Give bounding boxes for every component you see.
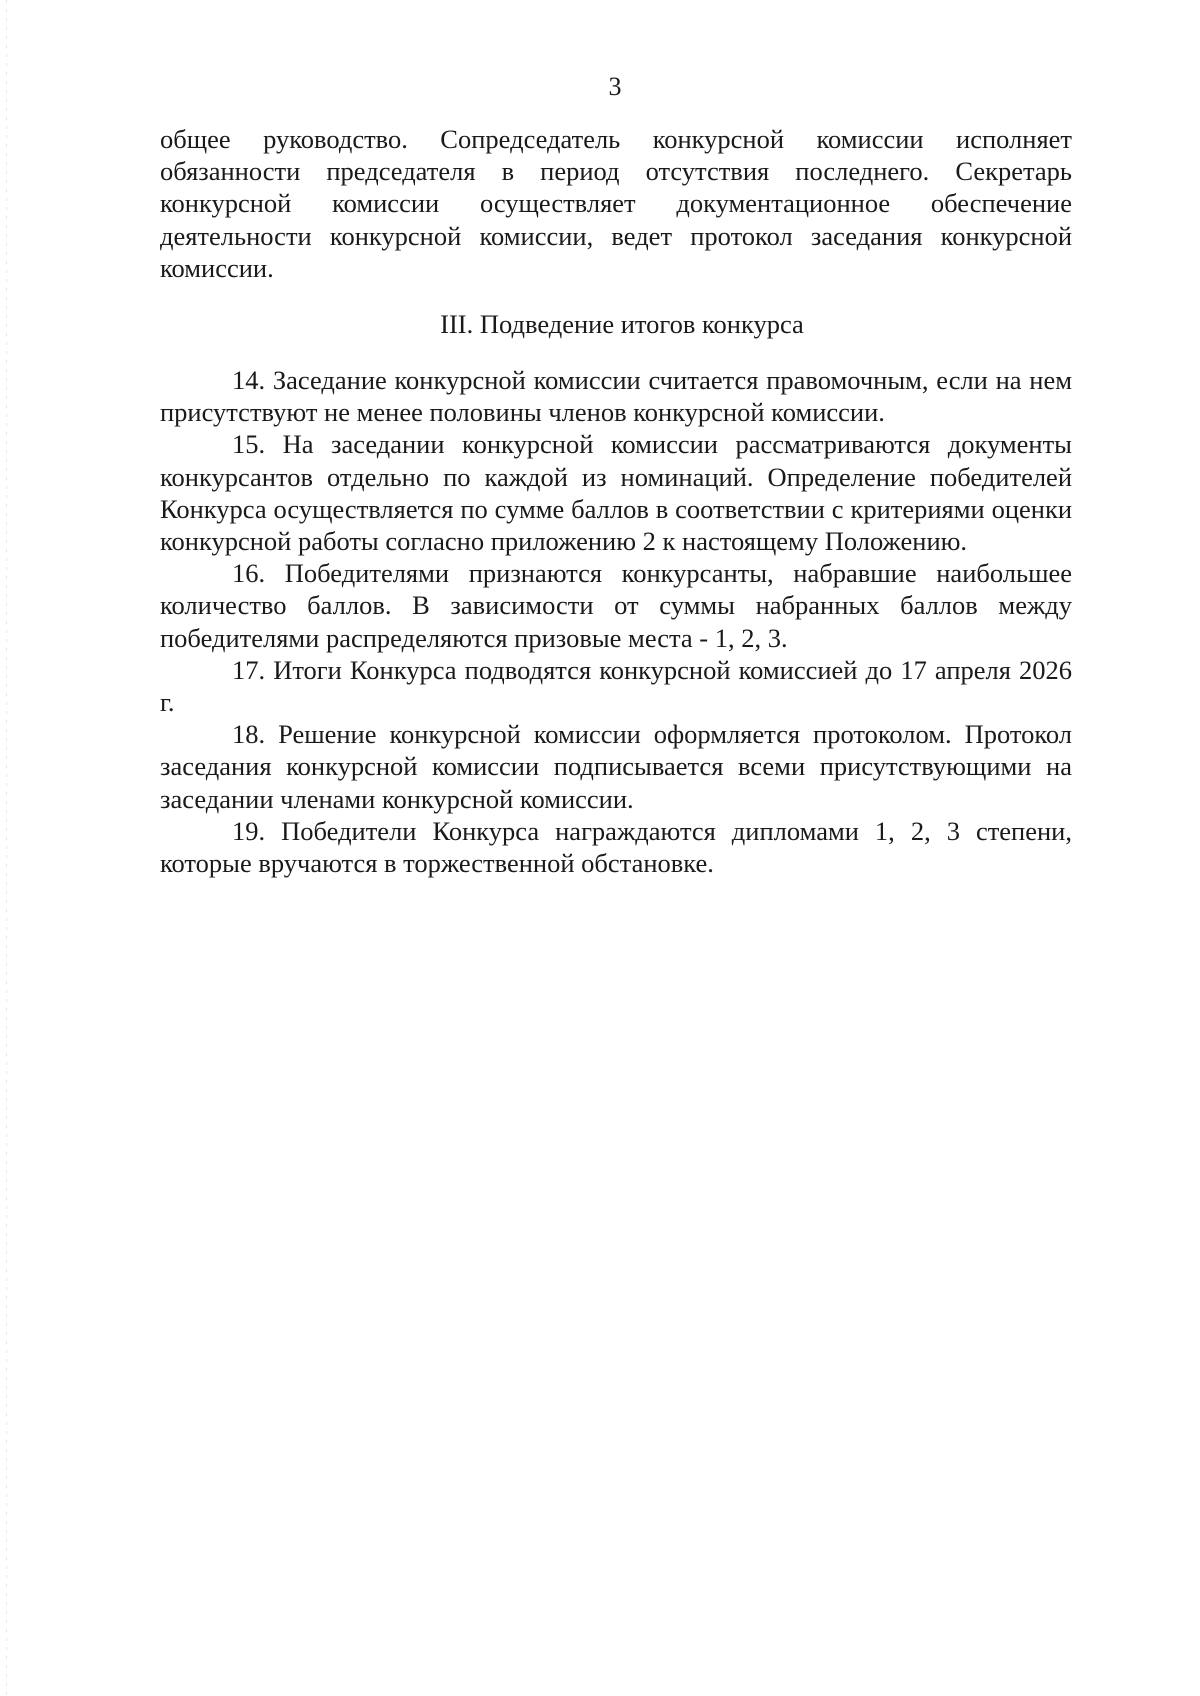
item-18: 18. Решение конкурсной комиссии оформляется протоколом. Протокол заседания конкурсной комиссии подписывается всеми присутствующими на заседании членами конкурсной комиссии. — [160, 719, 1072, 814]
item-14: 14. Заседание конкурсной комиссии считается правомочным, если на нем присутствуют не менее половины членов конкурсной комиссии. — [160, 365, 1072, 428]
scan-edge-artifact — [6, 0, 7, 1696]
document-body — [160, 123, 1072, 879]
item-15: 15. На заседании конкурсной комиссии рассматриваются документы конкурсантов отдельно по каждой из номинаций. Определение победителей Конкурса осуществляется по сумме баллов в соответствии с критериями оценки конкурсной работы согласно приложению 2 к настоящему Положению. — [160, 429, 1072, 557]
item-17: 17. Итоги Конкурса подводятся конкурсной комиссией до 17 апреля 2026 г. — [160, 654, 1072, 718]
item-16: 16. Победителями признаются конкурсанты, набравшие наибольшее количество баллов. В зависимости от суммы набранных баллов между победителями распределяются призовые места - 1, 2, 3. — [160, 558, 1072, 653]
section-heading: III. Подведение итогов конкурса — [440, 309, 804, 340]
item-19: 19. Победители Конкурса награждаются дипломами 1, 2, 3 степени, которые вручаются в торжественной обстановке. — [160, 815, 1072, 879]
opening-paragraph: общее руководство. Сопредседатель конкурсной комиссии исполняет обязанности председателя в период отсутствия последнего. Секретарь конкурсной комиссии осуществляет документационное обеспечение деятельности конкурсной комиссии, ведет протокол заседания конкурсной комиссии. — [160, 124, 1072, 283]
page-number: 3 — [608, 72, 622, 101]
